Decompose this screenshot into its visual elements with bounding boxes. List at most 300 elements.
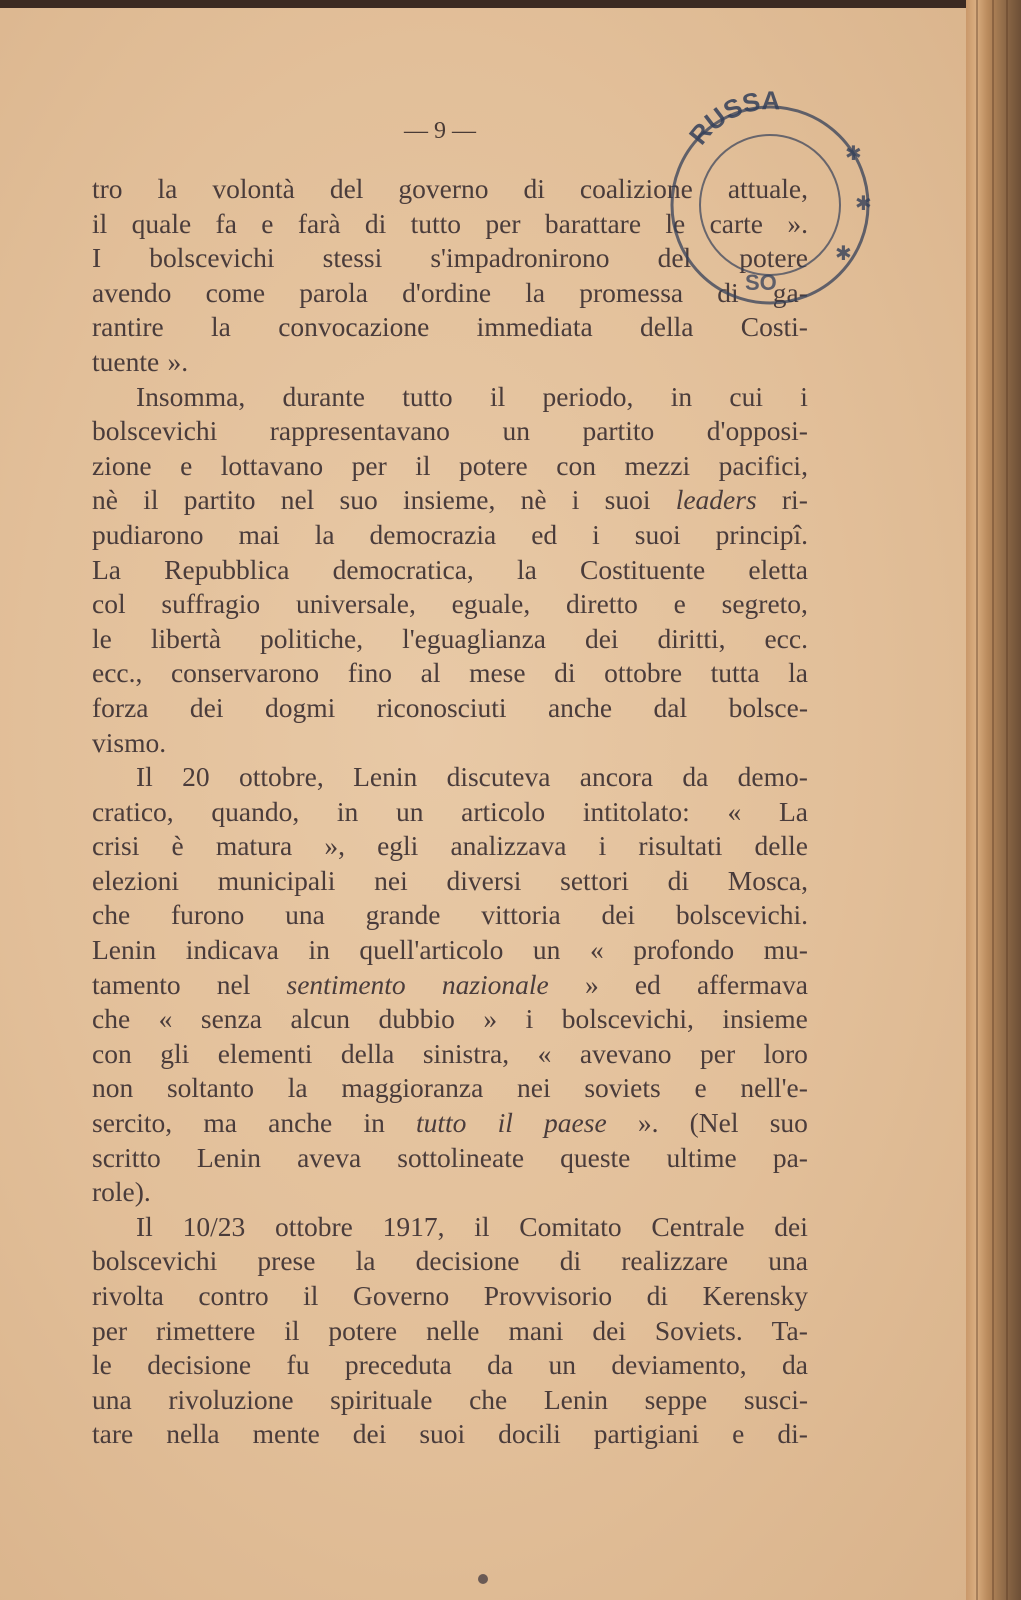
word: fa xyxy=(215,207,237,239)
word: ottobre, xyxy=(238,761,324,793)
word: profondo xyxy=(633,934,735,966)
text-line xyxy=(92,345,808,380)
word: una xyxy=(92,1383,132,1415)
word: Mosca, xyxy=(727,864,808,896)
word: il xyxy=(497,1107,513,1139)
word: pudiarono xyxy=(92,518,204,550)
text-line xyxy=(92,1002,808,1037)
word: nell'e- xyxy=(740,1072,808,1104)
word: deviamento, xyxy=(611,1349,747,1381)
text-line xyxy=(92,1417,808,1452)
text-line xyxy=(92,898,808,933)
word: il xyxy=(303,1280,319,1311)
word: mu- xyxy=(763,934,808,966)
word: soviets xyxy=(584,1072,661,1104)
word: volontà xyxy=(212,173,295,204)
word: ». xyxy=(787,207,808,239)
word: la xyxy=(157,173,178,204)
word: gli xyxy=(160,1037,190,1069)
word: avendo xyxy=(92,276,172,308)
word: l'eguaglianza xyxy=(402,622,546,654)
word: col xyxy=(92,588,126,620)
word: la xyxy=(314,518,335,550)
word: rivolta xyxy=(92,1280,164,1311)
word: dei xyxy=(601,899,636,931)
word: realizzare xyxy=(621,1245,729,1277)
word: vittoria xyxy=(481,899,561,931)
word: zione xyxy=(92,449,152,481)
word: non xyxy=(92,1072,134,1104)
word: loro xyxy=(763,1037,808,1069)
word: rivoluzione xyxy=(168,1383,294,1415)
word: decisione xyxy=(147,1349,252,1381)
word: e xyxy=(673,588,686,620)
word: s'impadronirono xyxy=(430,242,610,274)
word: senza xyxy=(200,1003,262,1035)
word: e xyxy=(694,1072,707,1104)
word: settori xyxy=(560,864,629,896)
word: in xyxy=(363,1107,385,1139)
text-line xyxy=(92,760,808,795)
spine-crease xyxy=(992,0,994,1600)
word: un xyxy=(548,1349,577,1381)
word: nei xyxy=(517,1072,551,1104)
word: barattare xyxy=(544,207,642,239)
word: scritto xyxy=(92,1141,161,1173)
word: Il xyxy=(136,761,153,793)
text-line xyxy=(92,1279,808,1314)
word: dei xyxy=(774,1210,808,1242)
word: « xyxy=(727,795,742,827)
word: forza xyxy=(92,691,149,723)
word: crisi xyxy=(92,830,140,862)
word: sinistra, xyxy=(422,1037,510,1069)
word: mente xyxy=(252,1418,320,1450)
word: universale, xyxy=(295,588,416,620)
text-line xyxy=(92,1383,808,1418)
word: prese xyxy=(257,1245,316,1277)
word: che xyxy=(92,899,131,931)
text-line xyxy=(92,483,808,518)
text-line xyxy=(92,1106,808,1141)
word: d'opposi- xyxy=(706,415,808,447)
word: docili xyxy=(498,1418,561,1450)
word: dei xyxy=(352,1418,387,1450)
word: bolscevichi xyxy=(92,415,218,447)
word: stessi xyxy=(322,242,383,274)
word: è xyxy=(171,830,184,862)
word: municipali xyxy=(217,864,336,896)
text-line xyxy=(92,449,808,484)
word: suo xyxy=(339,484,378,516)
word: bolscevichi xyxy=(92,1245,218,1277)
word: Lenin xyxy=(543,1383,609,1415)
word: periodo, xyxy=(542,380,634,412)
word: in xyxy=(670,380,693,412)
word: paese xyxy=(544,1107,607,1139)
word: un xyxy=(502,415,530,447)
text-line xyxy=(92,933,808,968)
word: immediata xyxy=(476,311,593,343)
word: dubbio xyxy=(378,1003,455,1035)
word: bolscevichi, xyxy=(561,1003,694,1035)
book-page xyxy=(0,8,968,1600)
stamp-star-icon: ✱ xyxy=(845,143,862,165)
text-line xyxy=(92,691,808,726)
word: di xyxy=(554,657,576,689)
word: con xyxy=(556,449,596,481)
word: dal xyxy=(653,691,688,723)
word: di xyxy=(559,1245,582,1277)
word: insieme xyxy=(722,1003,808,1035)
word: sentimento xyxy=(286,968,406,1000)
word: fino xyxy=(347,657,393,689)
word: del xyxy=(657,242,692,274)
word: 10/23 xyxy=(182,1210,246,1242)
word: diretto xyxy=(566,588,638,620)
page-number: — 9 — xyxy=(404,118,476,144)
word: discuteva xyxy=(446,761,551,793)
word: tutto xyxy=(410,207,462,239)
word: la xyxy=(287,1072,308,1104)
word: mezzi xyxy=(624,449,691,481)
word: avevano xyxy=(579,1037,672,1069)
word: tuente xyxy=(92,345,160,377)
word: cratico, xyxy=(92,795,174,827)
text-line xyxy=(92,380,808,415)
word: suo xyxy=(769,1107,808,1139)
word: politiche, xyxy=(260,622,364,654)
word: furono xyxy=(170,899,245,931)
word: coalizione xyxy=(579,173,693,204)
word: suoi xyxy=(604,484,651,516)
word: con xyxy=(92,1037,132,1069)
word: farà xyxy=(297,207,341,239)
stamp-center-text: SO xyxy=(745,270,777,295)
word: indicava xyxy=(185,934,279,966)
word: rimettere xyxy=(156,1314,256,1346)
word: la xyxy=(516,553,537,585)
word: ga- xyxy=(772,276,808,308)
word: partito xyxy=(582,415,655,447)
word: segreto, xyxy=(721,588,808,620)
word: rantire xyxy=(92,311,164,343)
word: queste xyxy=(560,1141,631,1173)
word: ». xyxy=(167,345,189,377)
word: susci- xyxy=(743,1383,808,1415)
word: nel xyxy=(280,484,315,516)
word: nella xyxy=(166,1418,220,1450)
word: sottolineate xyxy=(397,1141,525,1173)
word: un xyxy=(395,795,424,827)
word: I xyxy=(92,242,102,274)
word: il xyxy=(284,1314,300,1346)
word: i xyxy=(525,1003,534,1035)
word: i xyxy=(571,484,580,516)
word: da xyxy=(682,761,709,793)
word: alcun xyxy=(290,1003,351,1035)
word: eguale, xyxy=(451,588,531,620)
word: i xyxy=(800,380,808,412)
word: Centrale xyxy=(651,1210,745,1242)
word: per xyxy=(92,1314,128,1346)
word: dogmi xyxy=(264,691,336,723)
word: Provvisorio xyxy=(483,1280,613,1311)
word: elezioni xyxy=(92,864,180,896)
word: come xyxy=(205,276,266,308)
word: la xyxy=(211,311,231,343)
word: principî. xyxy=(715,518,808,550)
word: role). xyxy=(92,1176,151,1208)
word: un xyxy=(532,934,561,966)
word: nè xyxy=(92,484,118,516)
word: di xyxy=(646,1280,669,1311)
word: maggioranza xyxy=(341,1072,484,1104)
word: nelle xyxy=(426,1314,480,1346)
word: preceduta xyxy=(344,1349,452,1381)
word: insieme, xyxy=(402,484,496,516)
word: ed xyxy=(634,968,661,1000)
word: ancora xyxy=(579,761,654,793)
word: suoi xyxy=(419,1418,466,1450)
word: ecc. xyxy=(764,622,808,654)
word: La xyxy=(778,795,808,827)
text-line xyxy=(92,518,808,553)
word: le xyxy=(665,207,686,239)
word: delle xyxy=(754,830,808,862)
stamp-graphic xyxy=(650,80,880,320)
text-line xyxy=(92,1210,808,1245)
word: da xyxy=(782,1349,808,1381)
word: risultati xyxy=(638,830,723,862)
spine-crease xyxy=(1006,0,1008,1600)
word: attuale, xyxy=(727,173,808,204)
word: nè xyxy=(520,484,547,516)
word: », xyxy=(324,830,345,862)
text-line xyxy=(92,1037,808,1072)
word: diversi xyxy=(446,864,522,896)
word: Soviets. xyxy=(654,1314,743,1346)
word: potere xyxy=(459,449,528,481)
word: e xyxy=(261,207,274,239)
word: i xyxy=(598,830,607,862)
stamp-star-icon: ✱ xyxy=(835,243,852,265)
word: decisione xyxy=(415,1245,520,1277)
word: ma xyxy=(203,1107,237,1139)
word: sercito, xyxy=(92,1107,173,1139)
word: Governo xyxy=(352,1280,450,1311)
word: Costi- xyxy=(740,311,808,343)
word: ed xyxy=(531,518,558,550)
text-line xyxy=(92,829,808,864)
word: » xyxy=(584,968,599,1000)
word: Lenin xyxy=(196,1141,261,1173)
word: la xyxy=(525,276,546,308)
word: una xyxy=(285,899,325,931)
word: rappresentavano xyxy=(269,415,450,447)
library-stamp xyxy=(650,80,880,320)
word: tutto xyxy=(416,1107,467,1139)
word: » xyxy=(483,1003,498,1035)
word: « xyxy=(589,934,604,966)
word: « xyxy=(537,1037,552,1069)
word: il xyxy=(415,449,431,481)
text-line xyxy=(92,1071,808,1106)
word: la xyxy=(355,1245,376,1277)
word: Lenin xyxy=(353,761,418,793)
word: di xyxy=(717,276,739,308)
text-line xyxy=(92,795,808,830)
word: parola xyxy=(299,276,368,308)
text-line xyxy=(92,1244,808,1279)
word: i xyxy=(592,518,600,550)
word: democrazia xyxy=(369,518,497,550)
word: Costituente xyxy=(579,553,706,585)
word: dei xyxy=(584,622,619,654)
text-line xyxy=(92,968,808,1003)
word: seppe xyxy=(644,1383,708,1415)
stamp-top-text: RUSSA xyxy=(682,85,781,151)
spine-crease xyxy=(976,0,978,1600)
word: e xyxy=(180,449,193,481)
word: (Nel xyxy=(689,1107,739,1139)
word: democratica, xyxy=(332,553,474,585)
word: intitolato: xyxy=(582,795,690,827)
word: pa- xyxy=(772,1141,808,1173)
word: ottobre xyxy=(604,657,683,689)
svg-text:RUSSA xyxy=(683,85,781,150)
word: che xyxy=(92,1003,131,1035)
word: grande xyxy=(365,899,441,931)
word: dei xyxy=(592,1314,626,1346)
word: articolo xyxy=(461,795,546,827)
word: da xyxy=(487,1349,514,1381)
word: demo- xyxy=(737,761,808,793)
word: egli xyxy=(377,830,419,862)
word: aveva xyxy=(297,1141,362,1173)
word: ». xyxy=(637,1107,659,1139)
word: libertà xyxy=(150,622,222,654)
word: ri- xyxy=(781,484,808,516)
word: pacifici, xyxy=(718,449,808,481)
word: lottavano xyxy=(220,449,324,481)
word: vismo. xyxy=(92,726,167,758)
text-line xyxy=(92,587,808,622)
word: 20 xyxy=(182,761,210,793)
word: tare xyxy=(92,1418,134,1450)
word: la xyxy=(788,657,808,689)
word: in xyxy=(336,795,359,827)
word: fu xyxy=(286,1349,310,1381)
word: conservarono xyxy=(170,657,320,689)
word: affermava xyxy=(696,968,808,1000)
word: potere xyxy=(739,242,808,274)
word: al xyxy=(420,657,441,689)
word: nei xyxy=(374,864,408,896)
word: mese xyxy=(469,657,526,689)
word: dei xyxy=(189,691,224,723)
word: potere xyxy=(328,1314,398,1346)
text-line xyxy=(92,553,808,588)
word: per xyxy=(351,449,387,481)
word: La xyxy=(92,553,122,585)
word: carte xyxy=(709,207,763,239)
word: suffragio xyxy=(161,588,261,620)
word: Insomma, xyxy=(136,380,246,412)
word: elementi xyxy=(217,1037,313,1069)
word: il xyxy=(474,1210,490,1242)
word: convocazione xyxy=(278,311,430,343)
word: promessa xyxy=(579,276,684,308)
word: di xyxy=(364,207,387,239)
word: partito xyxy=(183,484,256,516)
word: bolsce- xyxy=(728,691,808,723)
stamp-star-icon: ✱ xyxy=(855,193,872,215)
word: quando, xyxy=(211,795,300,827)
word: « xyxy=(158,1003,173,1035)
word: il xyxy=(92,207,108,239)
word: soltanto xyxy=(166,1072,255,1104)
word: partigiani xyxy=(593,1418,700,1450)
word: del xyxy=(329,173,364,204)
word: analizzava xyxy=(450,830,567,862)
word: ecc., xyxy=(92,657,143,689)
word: quell'articolo xyxy=(359,934,504,966)
word: nel xyxy=(216,968,251,1000)
text-line xyxy=(92,1141,808,1176)
word: bolscevichi. xyxy=(675,899,808,931)
word: Ta- xyxy=(771,1314,808,1346)
word: cui xyxy=(729,380,763,412)
word: per xyxy=(485,207,521,239)
word: quale xyxy=(131,207,192,239)
word: le xyxy=(92,622,112,654)
text-line xyxy=(92,726,808,761)
word: mani xyxy=(508,1314,564,1346)
word: le xyxy=(92,1349,112,1381)
word: anche xyxy=(547,691,613,723)
word: bolscevichi xyxy=(149,242,275,274)
text-line xyxy=(92,622,808,657)
word: matura xyxy=(215,830,293,862)
text-line xyxy=(92,864,808,899)
text-line xyxy=(92,414,808,449)
word: eletta xyxy=(748,553,808,585)
book-spine xyxy=(966,0,1021,1600)
word: Comitato xyxy=(519,1210,622,1242)
word: contro xyxy=(198,1280,269,1311)
word: diritti, xyxy=(657,622,726,654)
word: in xyxy=(308,934,330,966)
word: di- xyxy=(777,1418,808,1450)
word: 1917, xyxy=(382,1210,445,1242)
word: d'ordine xyxy=(402,276,492,308)
text-line xyxy=(92,1175,808,1210)
word: ultime xyxy=(666,1141,737,1173)
word: tutta xyxy=(710,657,760,689)
word: Kerensky xyxy=(702,1280,808,1311)
word: Repubblica xyxy=(164,553,290,585)
word: tutto xyxy=(402,380,453,412)
word: leaders xyxy=(675,484,757,516)
word: della xyxy=(640,311,694,343)
word: governo xyxy=(398,173,489,204)
word: durante xyxy=(282,380,365,412)
word: Lenin xyxy=(92,934,157,966)
word: mai xyxy=(238,518,280,550)
text-line xyxy=(92,1314,808,1349)
word: suoi xyxy=(634,518,681,550)
